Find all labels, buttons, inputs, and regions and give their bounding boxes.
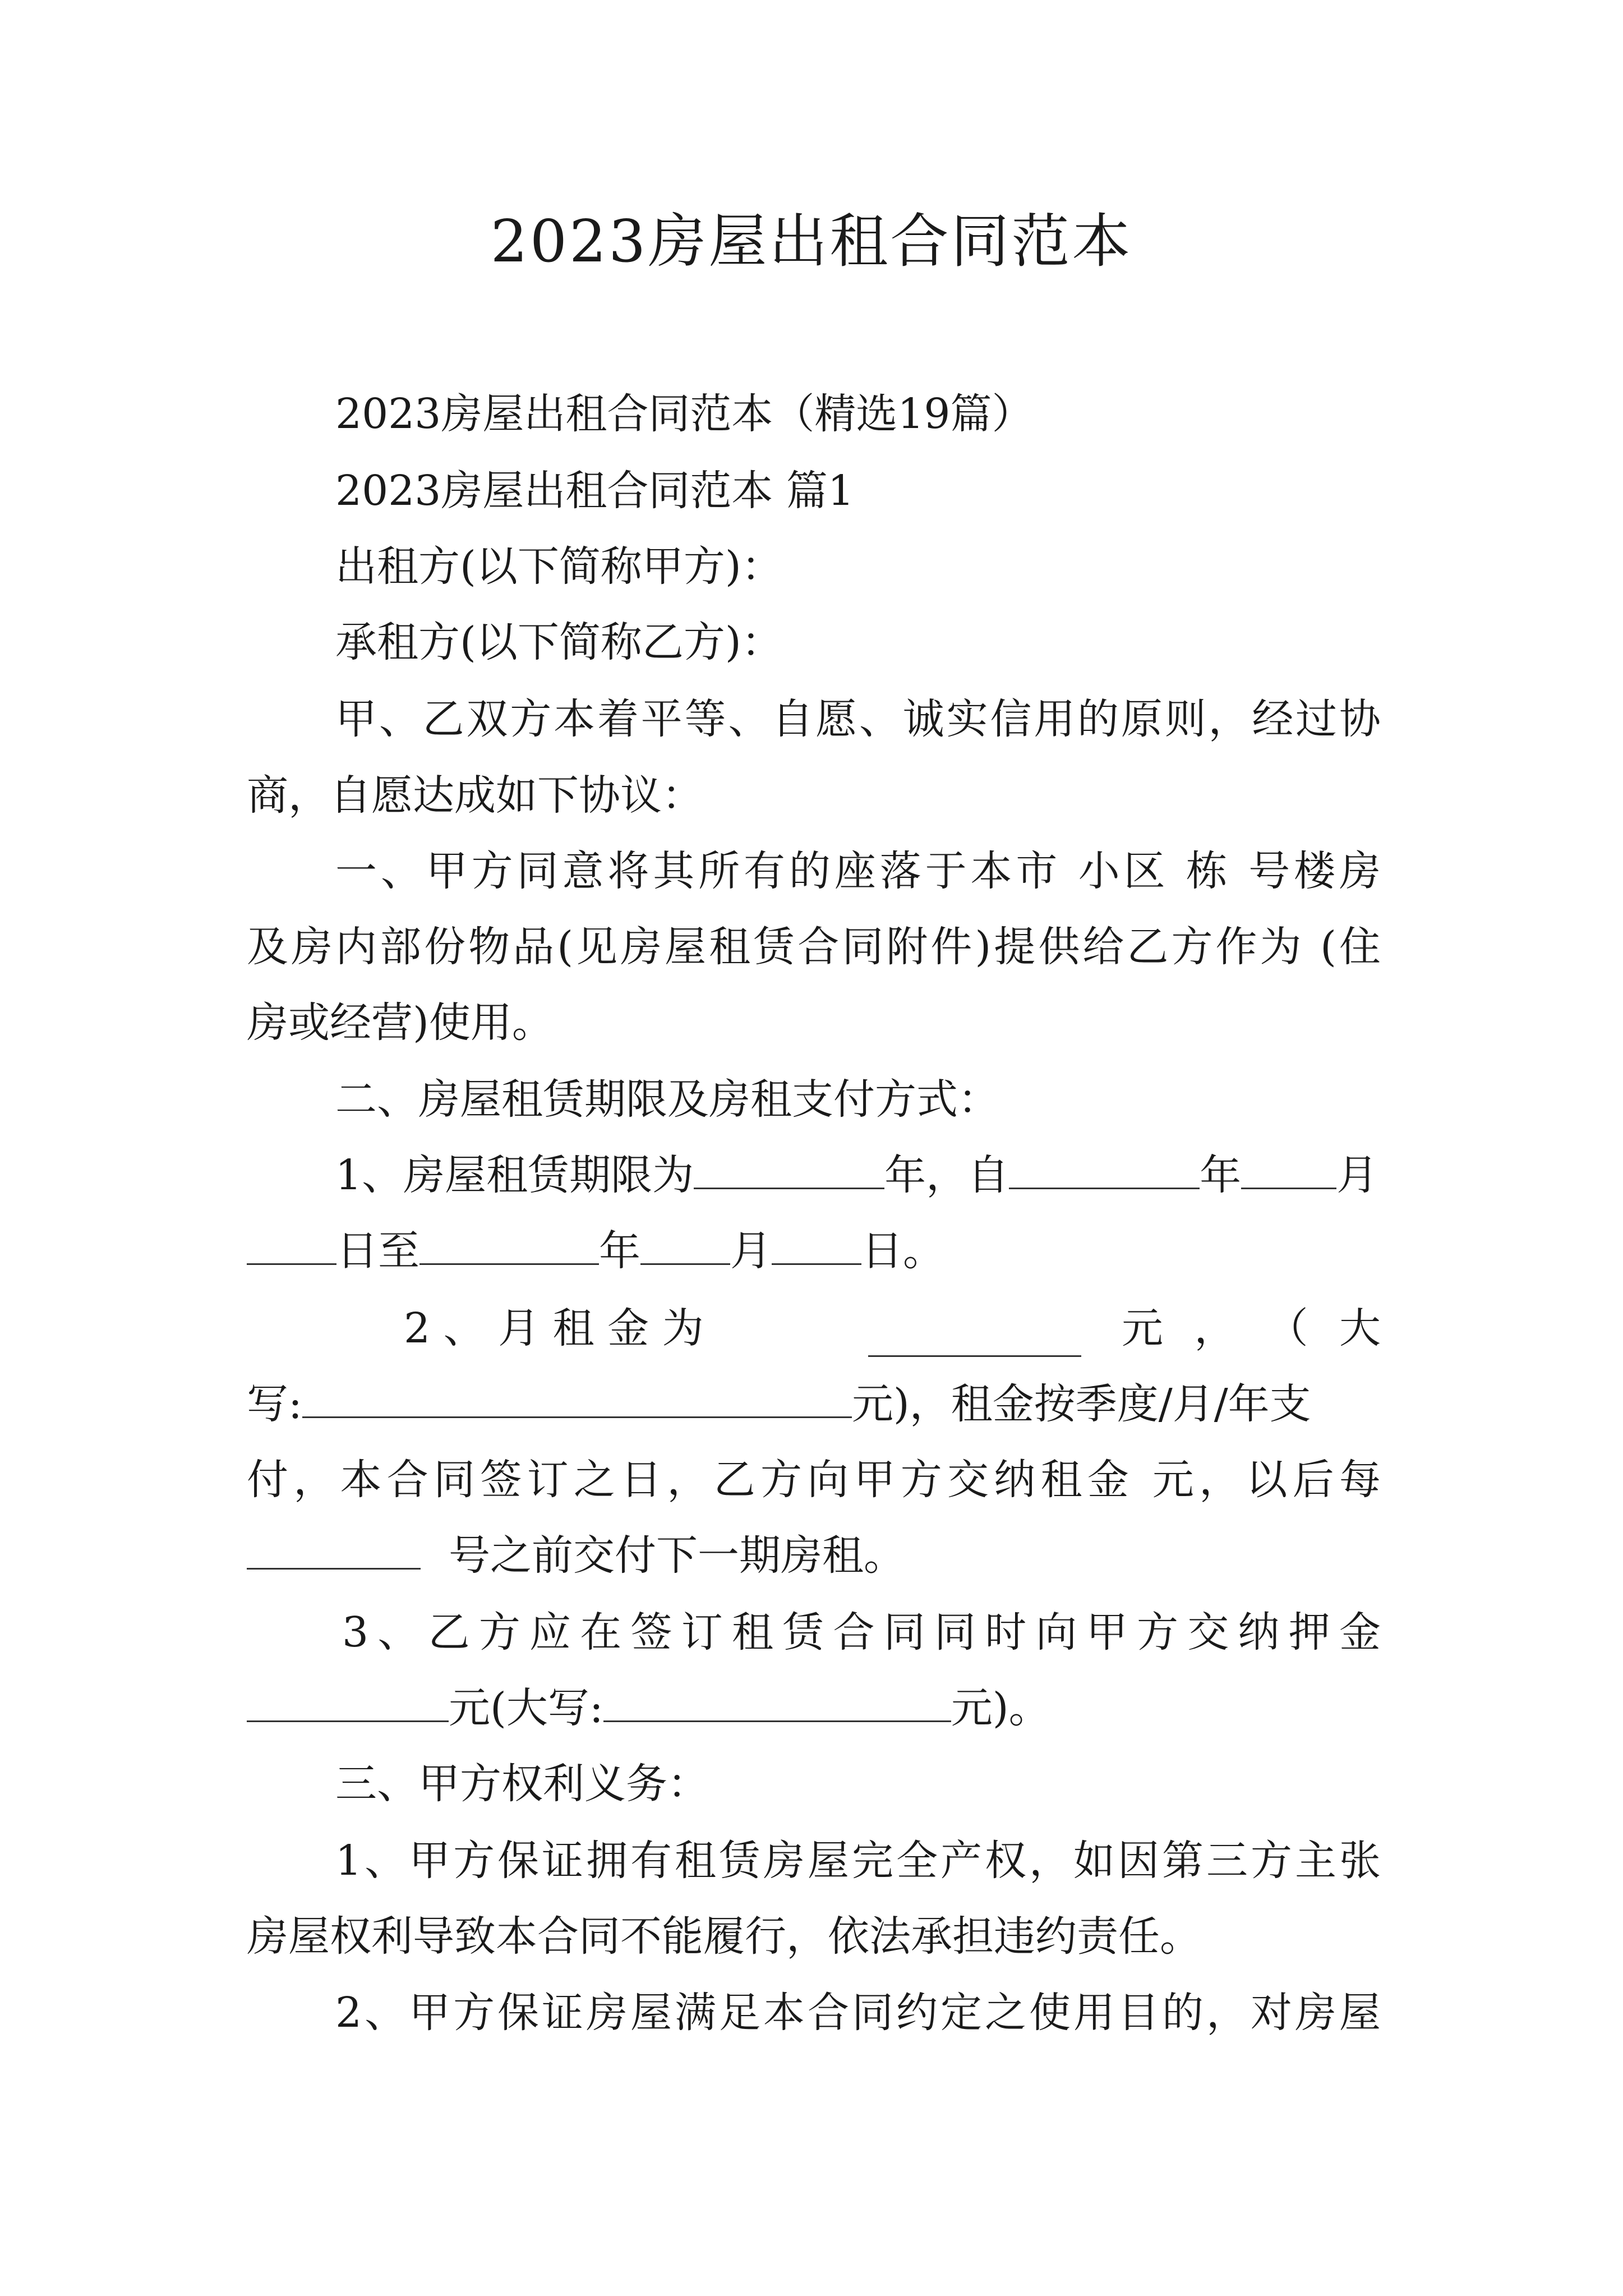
section-heading: 2023房屋出租合同范本 篇1	[335, 467, 854, 515]
fill-in-blank[interactable]	[694, 1151, 884, 1189]
text-segment: 年	[1200, 1151, 1242, 1199]
rent-line	[247, 1527, 905, 1584]
rent-line: 2 、 月 租 金 为	[404, 1304, 704, 1352]
text-segment: 年，自	[884, 1151, 1009, 1199]
text-segment: 日。	[861, 1227, 944, 1275]
fill-in-blank[interactable]	[302, 1379, 852, 1418]
text-segment: 元)，租金按季度/月/年支	[851, 1380, 1311, 1428]
text-segment: 月	[730, 1227, 772, 1275]
subtitle-collection: 2023房屋出租合同范本（精选19篇）	[335, 390, 1034, 438]
text-segment: 写:	[247, 1380, 302, 1428]
clause-heading: 三、甲方权利义务：	[335, 1760, 709, 1808]
fill-in-blank[interactable]	[247, 1683, 449, 1722]
text-segment: 月	[1336, 1151, 1378, 1199]
party-a-line: 出租方(以下简称甲方)：	[335, 542, 783, 591]
lease-term-line	[247, 1223, 944, 1279]
clause-heading: 二、房屋租赁期限及房租支付方式：	[335, 1075, 999, 1124]
paragraph-line: 商，自愿达成如下协议：	[247, 771, 703, 820]
fill-in-blank[interactable]	[868, 1318, 1081, 1357]
text-segment: 1、房屋租赁期限为	[335, 1151, 694, 1199]
rent-line	[247, 1376, 1311, 1432]
fill-in-blank[interactable]	[640, 1226, 730, 1265]
fill-in-blank[interactable]	[419, 1226, 599, 1265]
lease-term-line	[335, 1147, 1378, 1203]
document-title: 2023房屋出租合同范本	[490, 207, 1133, 275]
text-segment: 日至	[336, 1227, 419, 1275]
deposit-line	[247, 1680, 1050, 1736]
text-segment: 元(大写:	[449, 1684, 603, 1732]
paragraph-line: 房屋权利导致本合同不能履行，依法承担违约责任。	[247, 1912, 1201, 1961]
text-segment: 年	[599, 1227, 640, 1275]
text-segment: 号之前交付下一期房租。	[449, 1531, 905, 1580]
deposit-line: 3、乙方应在签订租赁合同同时向甲方交纳押金	[342, 1608, 1381, 1657]
rent-line: 付，本合同签订之日，乙方向甲方交纳租金 元，以后每	[247, 1456, 1381, 1504]
fill-in-blank[interactable]	[603, 1683, 951, 1722]
rent-line: 元 ， （ 大	[1122, 1304, 1381, 1352]
fill-in-blank[interactable]	[1241, 1151, 1336, 1189]
fill-in-blank[interactable]	[1009, 1151, 1200, 1189]
paragraph-line: 2、甲方保证房屋满足本合同约定之使用目的，对房屋	[335, 1989, 1381, 2037]
party-b-line: 承租方(以下简称乙方)：	[335, 618, 783, 666]
paragraph-line: 1、甲方保证拥有租赁房屋完全产权，如因第三方主张	[335, 1837, 1381, 1885]
fill-in-blank[interactable]	[772, 1226, 861, 1265]
paragraph-line: 一、甲方同意将其所有的座落于本市 小区 栋 号楼房	[335, 847, 1381, 895]
paragraph-line: 房或经营)使用。	[247, 999, 554, 1047]
fill-in-blank[interactable]	[247, 1531, 421, 1570]
fill-in-blank[interactable]	[247, 1226, 336, 1265]
paragraph-line: 及房内部份物品(见房屋租赁合同附件)提供给乙方作为 (住	[247, 923, 1381, 971]
text-segment: 元)。	[951, 1684, 1050, 1732]
paragraph-line: 甲、乙双方本着平等、自愿、诚实信用的原则，经过协	[335, 695, 1381, 743]
